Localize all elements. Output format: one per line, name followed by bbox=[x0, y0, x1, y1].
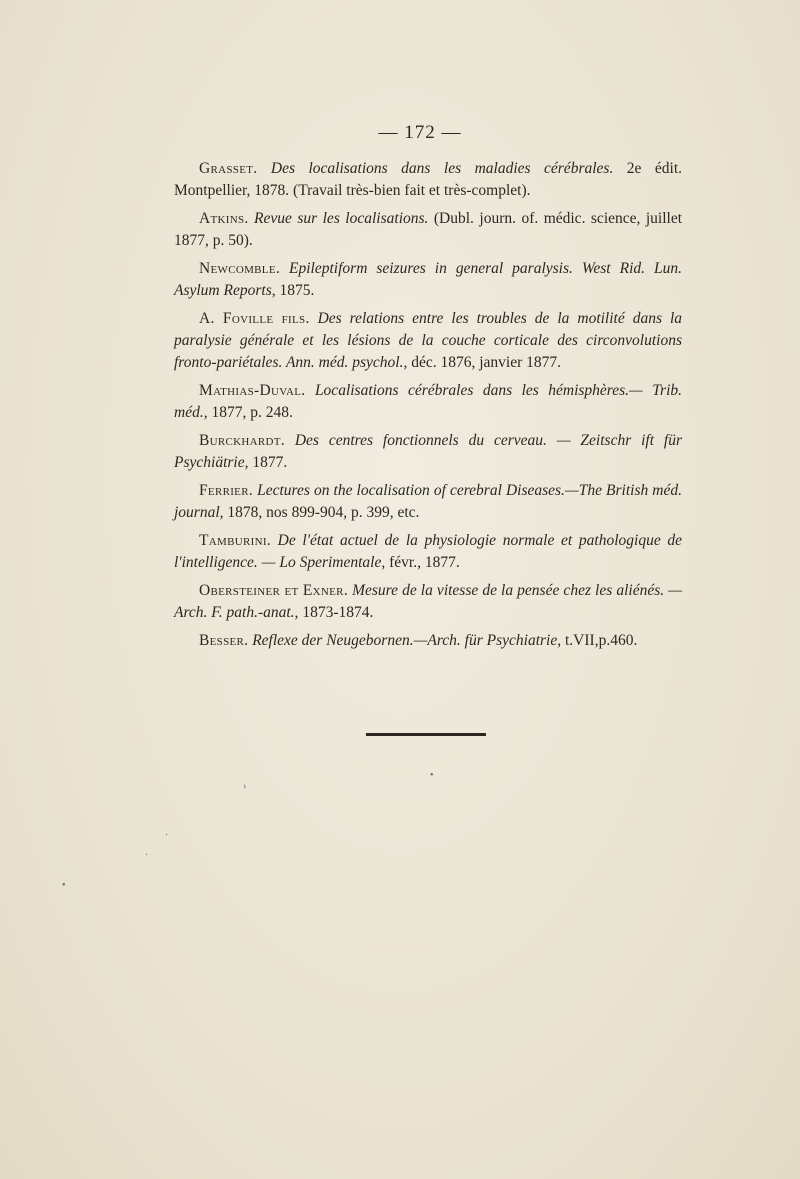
entry-details: févr., 1877. bbox=[389, 554, 460, 571]
end-rule bbox=[366, 733, 486, 736]
entry-author: Ferrier. bbox=[199, 482, 254, 499]
entry-title: Reflexe der Neugebornen.—Arch. für Psychiatrie, bbox=[252, 632, 562, 649]
entry-title: De l'état actuel de la physiologie normale et pathologique de l'intelligence. — Lo Sperimentale, bbox=[174, 532, 683, 571]
speck: • bbox=[430, 770, 434, 781]
bibliography-entry bbox=[174, 530, 682, 574]
entry-title: Des relations entre les troubles de la motilité dans la paralysie générale et les lésions de la couche corticale des circonvolutions fronto-pariétales. Ann. méd. psychol., bbox=[174, 310, 682, 371]
entry-author: Besser. bbox=[199, 632, 249, 649]
page-number: — 172 — bbox=[378, 122, 462, 143]
speck: · bbox=[165, 830, 169, 841]
entry-details: 1873-1874. bbox=[302, 604, 374, 621]
entry-title: Des centres fonctionnels du cerveau. — Zeitschr ift für Psychiätrie, bbox=[174, 432, 683, 471]
entry-title: Localisations cérébrales dans les hémisphères.— Trib. méd., bbox=[174, 382, 682, 421]
bibliography-entry bbox=[174, 208, 682, 252]
entry-details: t.VII,p.460. bbox=[565, 632, 638, 649]
speck: · bbox=[145, 850, 149, 861]
entry-details: (Dubl. journ. of. médic. science, juillet 1877, p. 50). bbox=[174, 210, 683, 249]
entry-author: Grasset. bbox=[199, 160, 258, 177]
bibliography-entry bbox=[174, 380, 682, 424]
entry-author: Tamburini. bbox=[199, 532, 271, 549]
entry-author: Newcomble. bbox=[199, 260, 281, 277]
bibliography-entry bbox=[174, 158, 682, 202]
speck: • bbox=[62, 880, 66, 891]
bibliography-list bbox=[174, 158, 682, 658]
speck: › bbox=[243, 781, 247, 792]
bibliography-entry bbox=[174, 480, 682, 524]
entry-author: A. Foville fils. bbox=[199, 310, 310, 327]
bibliography-entry bbox=[174, 308, 682, 374]
entry-author: Burckhardt. bbox=[199, 432, 285, 449]
bibliography-entry bbox=[174, 630, 682, 652]
entry-details: 1875. bbox=[279, 282, 315, 299]
entry-author: Mathias-Duval. bbox=[199, 382, 306, 399]
entry-author: Atkins. bbox=[199, 210, 249, 227]
entry-title: Lectures on the localisation of cerebral Diseases.—The British méd. journal, bbox=[174, 482, 682, 521]
bibliography-entry bbox=[174, 580, 682, 624]
entry-details: 2e édit. Montpellier, 1878. (Travail très-bien fait et très-complet). bbox=[174, 160, 683, 199]
entry-details: 1877, p. 248. bbox=[211, 404, 293, 421]
entry-details: déc. 1876, janvier 1877. bbox=[411, 354, 562, 371]
entry-details: 1878, nos 899-904, p. 399, etc. bbox=[227, 504, 420, 521]
entry-title: Revue sur les localisations. bbox=[254, 210, 429, 227]
entry-details: 1877. bbox=[252, 454, 288, 471]
bibliography-entry bbox=[174, 258, 682, 302]
entry-author: Obersteiner et Exner. bbox=[199, 582, 348, 599]
entry-title: Epileptiform seizures in general paralysis. West Rid. Lun. Asylum Reports, bbox=[174, 260, 683, 299]
entry-title: Des localisations dans les maladies cérébrales. bbox=[270, 160, 614, 177]
bibliography-entry bbox=[174, 430, 682, 474]
entry-title: Mesure de la vitesse de la pensée chez les aliénés. —Arch. F. path.-anat., bbox=[174, 582, 682, 621]
